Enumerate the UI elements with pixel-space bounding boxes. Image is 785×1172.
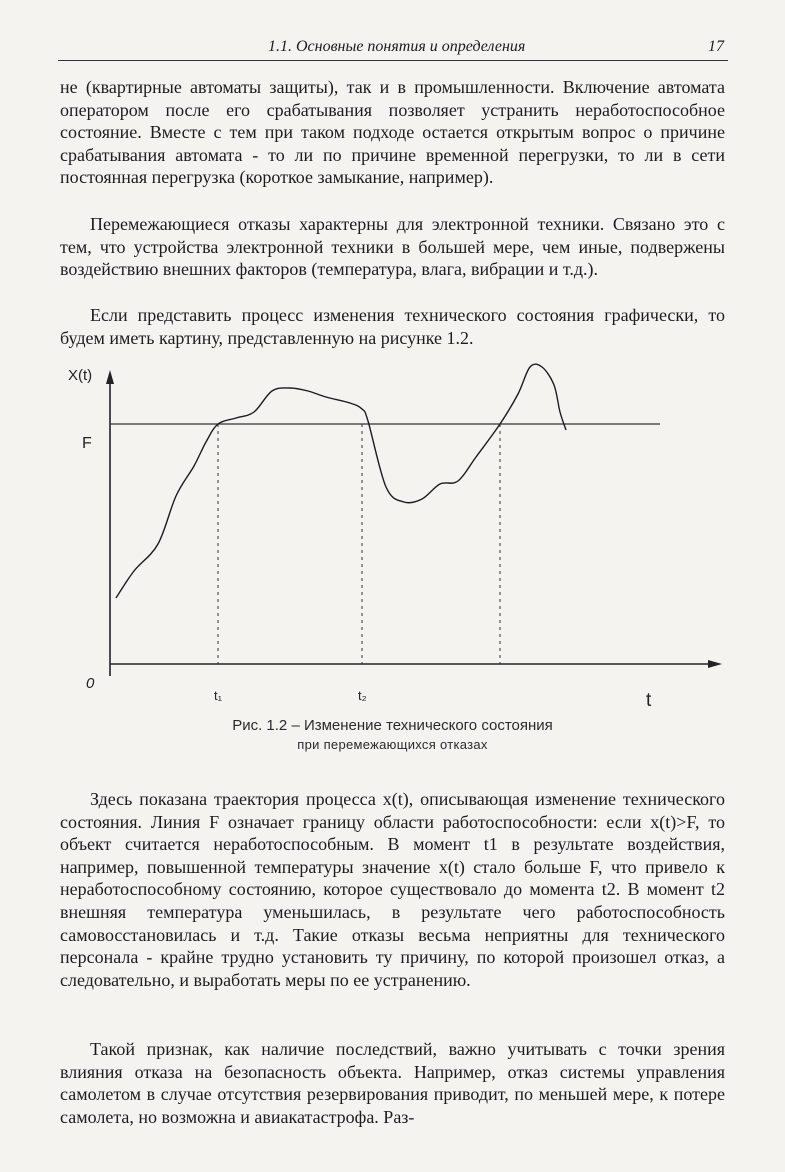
- paragraph-1: не (квартирные автоматы защиты), так и в промышленности. Включение автомата оператором после его срабатывания позволяет устранить неработоспособное состояние. Вместе с тем при таком подходе остается открытым вопрос о причине срабатывания автомата - то ли по причине временной перегрузки, то ли в сети постоянная перегрузка (короткое замыкание, например).: [60, 77, 725, 188]
- x-axis-arrow: [708, 660, 722, 668]
- process-curve: [116, 364, 566, 598]
- threshold-label: F: [82, 435, 92, 452]
- origin-label: 0: [86, 675, 95, 692]
- paragraph-2: Перемежающиеся отказы характерны для электронной техники. Связано это с тем, что устройства электронной техники в большей мере, чем иные, подвержены воздействию внешних факторов (температура, влага, вибрации и т.д.).: [60, 214, 725, 280]
- page-number: 17: [708, 38, 724, 55]
- paragraph-4: Здесь показана траектория процесса x(t), описывающая изменение технического состояния. Линия F означает границу области работоспособности: если x(t)>F, то объект считается неработоспособным. В момент t1 в результате воздействия, например, повышенной температуры значение x(t) стало больше F, что привело к неработоспособному состоянию, которое существовало до момента t2. В момент t2 внешняя температура уменьшилась, в результате чего работоспособность самовосстановилась и т.д. Такие отказы весьма неприятны для технического персонала - крайне трудно установить ту причину, по которой произошел отказ, а следовательно, и выработать меры по ее устранению.: [60, 789, 725, 990]
- figure-caption: [60, 716, 725, 754]
- chart-svg: [60, 358, 740, 711]
- caption-line-1: Рис. 1.2 – Изменение технического состояния: [232, 717, 553, 734]
- y-axis-label: X(t): [68, 367, 93, 384]
- section-title: 1.1. Основные понятия и определения: [268, 38, 526, 55]
- x-axis-label: t: [646, 690, 652, 711]
- marker-label-1: t₁: [214, 688, 222, 703]
- y-axis-arrow: [106, 370, 114, 384]
- caption-line-2: при перемежающихся отказах: [297, 737, 488, 752]
- figure-1-2: [60, 358, 740, 711]
- running-header: [58, 36, 728, 61]
- paragraph-3: Если представить процесс изменения технического состояния графически, то будем иметь картину, представленную на рисунке 1.2.: [60, 305, 725, 348]
- paragraph-5: Такой признак, как наличие последствий, важно учитывать с точки зрения влияния отказа на безопасность объекта. Например, отказ системы управления самолетом в случае отсутствия резервирования приводит, по меньшей мере, к потере самолета, но возможна и авиакатастрофа. Раз-: [60, 1039, 725, 1127]
- marker-label-2: t₂: [358, 688, 367, 703]
